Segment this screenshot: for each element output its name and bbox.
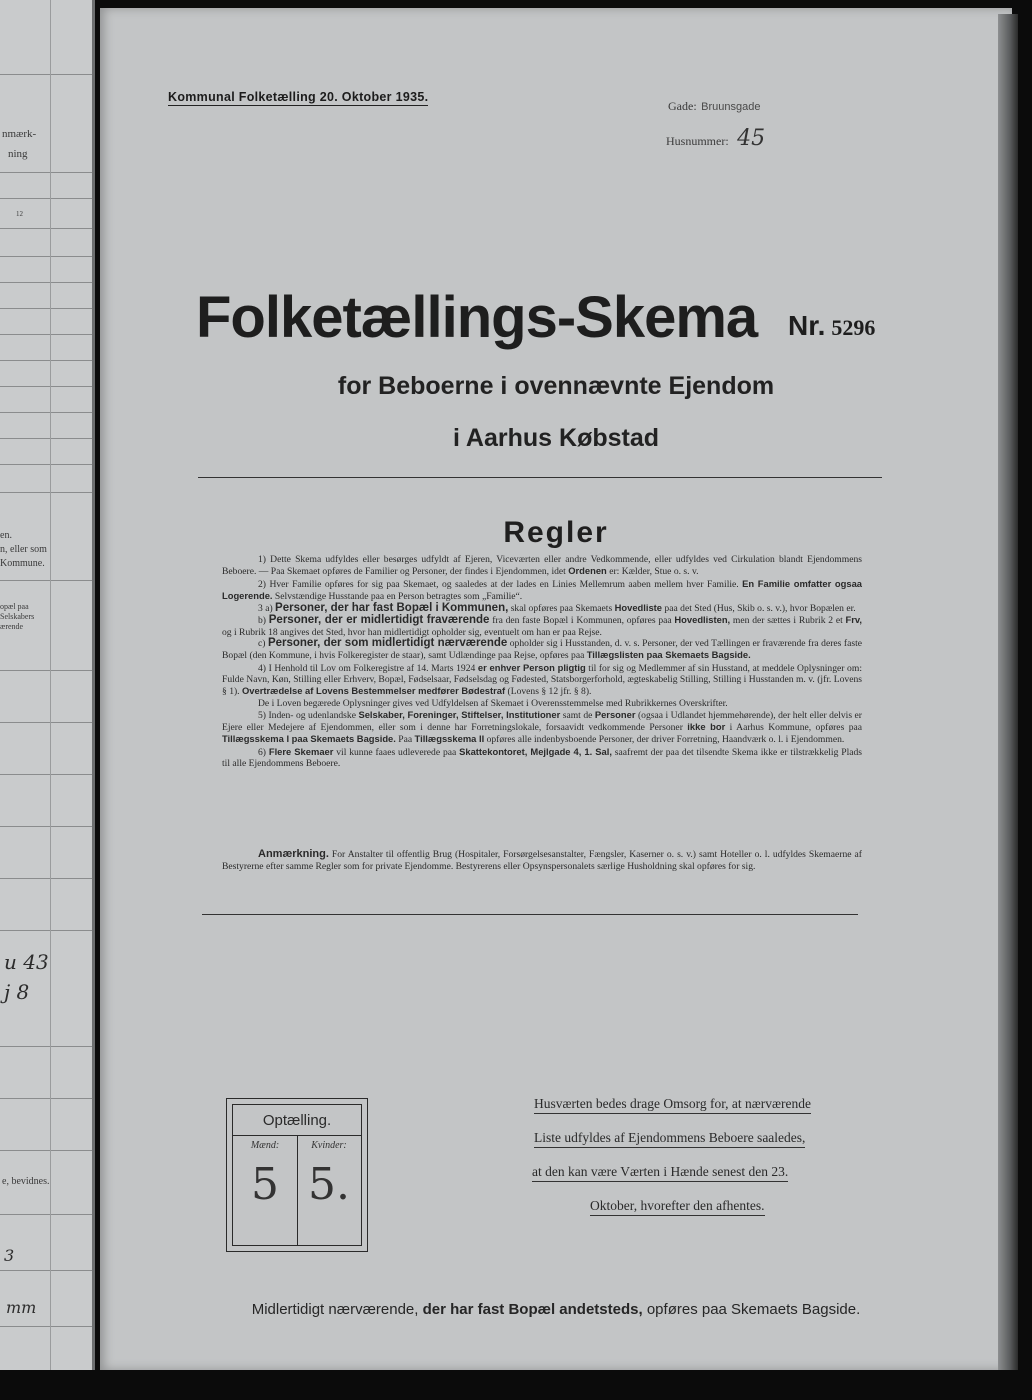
form-subtitle-city: i Aarhus Købstad: [452, 424, 660, 452]
left-page-text: nmærk-: [2, 128, 37, 140]
rule-3b: b) Personer, der er midlertidigt fraværende fra den faste Bopæl i Kommunen, opføres paa Hovedlisten, men der sættes i Rubrik 2 et Frv, og i Rubrik 18 angives det Sted, hvor han midlertidigt opholder sig, eventuelt om han er paa Rejse.: [222, 614, 863, 638]
ruled-line: [0, 878, 92, 879]
rule-3a: 3 a) Personer, der har fast Bopæl i Kommunen, skal opføres paa Skemaets Hovedliste paa det Sted (Hus, Skib o. s. v.), hvor Bopælen er.: [258, 602, 856, 615]
footer-bold-text: der har fast Bopæl andetsteds,: [422, 1301, 643, 1318]
form-title: Folketællings-Skema: [196, 285, 758, 350]
ruled-line: [0, 386, 92, 387]
remark-text: For Anstalter til offentlig Brug (Hospitaler, Forsørgelsesanstalter, Fængsler, Kaserner o. s. v.) samt Hoteller o. l. udfyldes Skemaerne af Bestyrerne efter samme Regler som for private Ejendomme. Bestyrerens eller Opsynspersonalets særlige Husholdning skal opføres for sig.: [222, 849, 862, 872]
ruled-column-line: [50, 0, 51, 1370]
left-page-text: 12: [16, 210, 23, 218]
page-right-edge: [998, 14, 1018, 1370]
ruled-line: [0, 1326, 92, 1327]
left-page-handwriting: 3: [4, 1246, 15, 1265]
landlord-note-line: Husværten bedes drage Omsorg for, at nærværende: [534, 1096, 811, 1114]
rule-4: 4) I Henhold til Lov om Folkeregistre af 14. Marts 1924 er enhver Person pligtig til for sig og Medlemmer af sin Husstand, at meddele Oplysninger om: Fulde Navn, Køn, Stilling eller Erhverv, Bopæl, Fødselsaar, Fødselsdag og Fødested, Statsborgerforhold, ægteskabelig Stilling, Stilling i Husstanden m. v. (jfr. Lovens § 1). Overtrædelse af Lovens Bestemmelser medfører Bødestraf (Lovens § 12 jfr. § 8).: [222, 661, 862, 698]
men-count: 5: [251, 1159, 279, 1210]
ruled-line: [0, 282, 92, 283]
ruled-line: [0, 256, 92, 257]
house-number-label: Husnummer:: [666, 134, 729, 148]
ruled-line: [0, 774, 92, 775]
rules-heading: Regler: [503, 516, 609, 549]
form-number-value: 5296: [831, 315, 876, 340]
street-value: Bruunsgade: [701, 101, 761, 113]
ruled-line: [0, 74, 92, 75]
census-form-page: [100, 8, 1012, 1370]
form-number: [788, 310, 875, 342]
rule-6: 6) Flere Skemaer vil kunne faaes udleverede paa Skattekontoret, Mejlgade 4, 1. Sal, saafremt der paa det tilsendte Skema ikke er tilstrækkelig Plads til alle Ejendommens Beboere.: [222, 745, 863, 770]
rules-text: [222, 554, 862, 769]
left-page-text: ærende: [0, 622, 24, 631]
ruled-line: [0, 1150, 92, 1151]
landlord-note-line: at den kan være Værten i Hænde senest den 23.: [532, 1164, 788, 1182]
ruled-line: [0, 670, 92, 671]
left-page-text: e, bevidnes.: [2, 1176, 50, 1187]
rule-2: 2) Hver Familie opføres for sig paa Skemaet, og saaledes at der lades en Linies Mellemrum aaben mellem hver Familie. En Familie omfatter ogsaa Logerende. Selvstændige Husstande paa en Person betragtes som „Familie“.: [222, 577, 863, 602]
women-label: Kvinder:: [311, 1140, 347, 1151]
left-page-handwriting: u 43: [4, 950, 49, 974]
divider: [198, 477, 882, 478]
ruled-line: [0, 492, 92, 493]
ruled-line: [0, 360, 92, 361]
left-page-handwriting: j 8: [4, 980, 30, 1004]
left-page-text: Kommune.: [0, 558, 45, 569]
left-page-text: opæl paa: [0, 602, 29, 611]
men-label: Mænd:: [250, 1140, 280, 1151]
left-page-text: ning: [8, 148, 28, 160]
ruled-line: [0, 580, 92, 581]
count-title: Optælling.: [262, 1112, 332, 1129]
ruled-line: [0, 228, 92, 229]
ruled-line: [0, 438, 92, 439]
rule-1: 1) Dette Skema udfyldes eller besørges udfyldt af Ejeren, Viceværten eller andre Vedkommende, eller udfyldes ved Cirkulation blandt Ejendommens Beboere. — Paa Skemaet opføres de Familier og Personer, der findes i Ejendommen, idet Ordenen er: Kælder, Stue o. s. v.: [222, 554, 862, 578]
footer-text: opføres paa Skemaets Bagside.: [642, 1301, 861, 1318]
ruled-line: [0, 1214, 92, 1215]
ruled-line: [0, 826, 92, 827]
divider: [202, 914, 858, 915]
ruled-line: [0, 334, 92, 335]
ruled-line: [0, 1046, 92, 1047]
form-number-label: Nr.: [788, 310, 826, 341]
rule-5: 5) Inden- og udenlandske Selskaber, Foreninger, Stiftelser, Institutioner samt de Personer (ogsaa i Udlandet hjemmehørende), der helt eller delvis er Ejere eller Medejere af Ejendommen, eller som i denne har Forretningslokale, forsaavidt vedkommende Personer ikke bor i Aarhus Kommune, opføres paa Tillægsskema I paa Skemaets Bagside. Paa Tillægsskema II opføres alle indenbysboende Personer, der driver Forretning, Haandværk o. l. i Ejendommen.: [222, 708, 863, 746]
count-box: [226, 1098, 368, 1252]
census-title: Kommunal Folketælling 20. Oktober 1935.: [168, 90, 429, 104]
street-field: [668, 97, 760, 115]
left-page-text: n, eller som: [0, 544, 47, 555]
remark-note: [222, 848, 862, 873]
ruled-line: [0, 172, 92, 173]
ruled-line: [0, 930, 92, 931]
ruled-line: [0, 308, 92, 309]
women-count: 5.: [308, 1159, 350, 1210]
ruled-line: [0, 412, 92, 413]
previous-page-edge: [0, 0, 95, 1370]
footer-text: Midlertidigt nærværende,: [251, 1301, 423, 1318]
left-page-handwriting: mm: [6, 1298, 37, 1317]
form-subtitle: for Beboerne i ovennævnte Ejendom: [337, 372, 775, 400]
house-number-value: 45: [737, 126, 766, 151]
rule-4b: De i Loven begærede Oplysninger gives ved Udfyldelsen af Skemaet i Overensstemmelse med Rubrikkernes Overskrifter.: [258, 697, 728, 709]
ruled-line: [0, 464, 92, 465]
landlord-note-line: Oktober, hvorefter den afhentes.: [590, 1198, 765, 1216]
ruled-line: [0, 1098, 92, 1099]
ruled-line: [0, 198, 92, 199]
left-page-text: Selskabers: [0, 612, 35, 621]
footer-note: [100, 1301, 1012, 1318]
remark-lead: Anmærkning.: [258, 848, 329, 860]
left-page-text: en.: [0, 530, 12, 541]
rule-3c: c) Personer, der som midlertidigt nærværende opholder sig i Husstanden, d. v. s. Personer, der ved Tællingen er fraværende fra deres faste Bopæl (den Kommune, i hvis Folkeregister de staar), samt Udlændinge paa Rejse, opføres paa Tillægslisten paa Skemaets Bagside.: [222, 637, 862, 662]
house-number-field: [666, 126, 765, 151]
ruled-line: [0, 722, 92, 723]
street-label: Gade:: [668, 99, 697, 113]
ruled-line: [0, 1270, 92, 1271]
count-box-inner: [232, 1104, 362, 1246]
landlord-note-line: Liste udfyldes af Ejendommens Beboere saaledes,: [534, 1130, 805, 1148]
